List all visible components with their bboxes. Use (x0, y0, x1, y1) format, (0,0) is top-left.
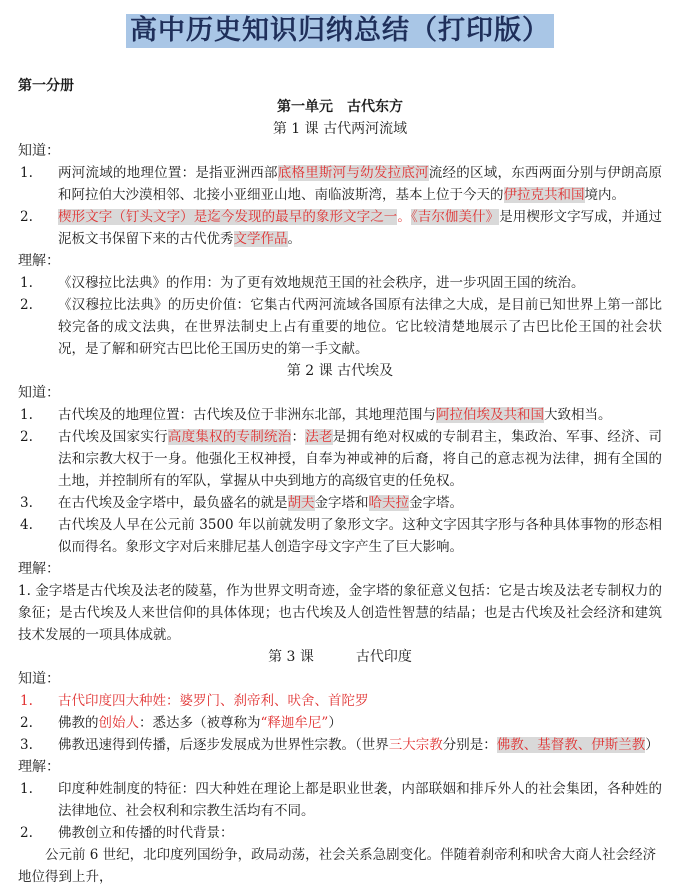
list-item (18, 426, 662, 492)
item-text: 。 (287, 231, 301, 247)
item-text: 佛教的 (58, 715, 99, 731)
part-heading: 第一分册 (18, 78, 74, 94)
item-text: ） (328, 715, 342, 731)
list-item (18, 822, 662, 844)
item-number: 1. (20, 165, 33, 181)
lesson-3-title: 第 3 课 古代印度 (268, 649, 412, 665)
item-text: 是用楔形文字写成，并通过泥板文书保留下来的古代优秀 (58, 209, 663, 247)
lesson-1-understand-label: 理解： (18, 253, 60, 269)
item-text: 在古代埃及金字塔中，最负盛名的就是 (58, 495, 288, 511)
list-item (18, 514, 662, 558)
list-item (18, 404, 662, 426)
list-item (18, 690, 662, 712)
item-number: 2. (20, 429, 33, 445)
item-number: 1. (20, 275, 33, 291)
item-number: 2. (20, 825, 33, 841)
item-text: 金字塔。 (409, 495, 463, 511)
item-text: 佛教创立和传播的时代背景： (58, 825, 234, 841)
item-number: 2. (20, 209, 33, 225)
item-number: 2. (20, 715, 33, 731)
red-text: 古代印度四大种姓：婆罗门、刹帝利、吠舍、首陀罗 (58, 693, 369, 709)
lesson-3-know-label: 知道： (18, 671, 60, 687)
lesson-1-know-label: 知道： (18, 143, 60, 159)
item-text: ：悉达多（被尊称为 (139, 715, 261, 731)
lesson-2-know-label: 知道： (18, 385, 60, 401)
item-text: 境内。 (584, 187, 625, 203)
highlight: 法老 (305, 429, 333, 445)
item-text: 印度种姓制度的特征：四大种姓在理论上都是职业世袭，内部联姻和排斥外人的社会集团，各种姓的法律地位、社会权利和宗教生活均有不同。 (58, 781, 662, 819)
item-text: 金字塔和 (314, 495, 369, 511)
list-item (18, 778, 662, 822)
item-number: 1. (20, 693, 33, 709)
item-number: 2. (20, 297, 33, 313)
list-item (18, 294, 662, 360)
highlight: 阿拉伯埃及共和国 (436, 407, 544, 423)
highlight: 伊拉克共和国 (503, 187, 585, 203)
page-title: 高中历史知识归纳总结（打印版） (126, 14, 554, 48)
list-item (18, 492, 662, 514)
red-text: 三大宗教 (388, 737, 443, 753)
item-text: 《汉穆拉比法典》的历史价值：它集古代两河流域各国原有法律之大成，是目前已知世界上第一部比较完备的成文法典，在世界法制史上占有重要的地位。它比较清楚地展示了古巴比伦王国的社会状况，是了解和研究古巴比伦王国历史的第一手文献。 (58, 297, 662, 357)
item-text: 大致相当。 (544, 407, 612, 423)
unit-heading: 第一单元 古代东方 (277, 99, 403, 115)
item-text: ） (645, 737, 659, 753)
lesson-3-understand-label: 理解： (18, 759, 60, 775)
item-number: 3. (20, 737, 33, 753)
highlight: 《吉尔伽美什》 (410, 209, 500, 225)
highlight: 高度集权的专制统治 (167, 429, 292, 445)
list-item (18, 162, 662, 206)
item-text: 古代埃及的地理位置：古代埃及位于非洲东北部，其地理范围与 (58, 407, 436, 423)
highlight: 胡夫 (287, 495, 315, 511)
item-number: 1. (20, 407, 33, 423)
red-text: 创始人 (98, 715, 139, 731)
item-text: 流经的区域，东西两面分别与伊朗高原和阿拉伯大沙漠相邻、北接小亚细亚山地、南临波斯湾，基本上位于今天的 (58, 165, 663, 203)
highlight: 底格里斯河与幼发拉底河 (277, 165, 429, 181)
item-text: 古代埃及国家实行 (58, 429, 168, 445)
list-item (18, 206, 662, 250)
paragraph: 1. 金字塔是古代埃及法老的陵墓，作为世界文明奇迹，金字塔的象征意义包括：它是古埃及法老专制权力的象征；是古代埃及人来世信仰的具体体现；也古代埃及人创造性智慧的结晶；也是古代埃及社会经济和建筑技术发展的一项具体成就。 (18, 583, 662, 643)
list-item (18, 734, 662, 756)
highlight: 文学作品 (233, 231, 288, 247)
lesson-2-understand-label: 理解： (18, 561, 60, 577)
red-text: 。 (397, 209, 411, 225)
item-text: 是拥有绝对权威的专制君主，集政治、军事、经济、司法和宗教大权于一身。他强化王权神授，自奉为神或神的后裔，将自己的意志视为法律，拥有全国的土地，并控制所有的军队，掌握从中央到地方的高级官吏的任免权。 (58, 429, 663, 489)
list-item (18, 712, 662, 734)
item-text: 分别是： (442, 737, 497, 753)
item-text: 《汉穆拉比法典》的作用：为了更有效地规范王国的社会秩序，进一步巩固王国的统治。 (58, 275, 585, 291)
item-number: 3. (20, 495, 33, 511)
highlight: 佛教、基督教、伊斯兰教 (496, 737, 646, 753)
lesson-2-title: 第 2 课 古代埃及 (286, 363, 394, 379)
highlight: 哈夫拉 (368, 495, 409, 511)
item-text: 古代埃及人早在公元前 3500 年以前就发明了象形文字。这种文字因其字形与各种具体事物的形态相似而得名。象形文字对后来腓尼基人创造字母文字产生了巨大影响。 (58, 517, 662, 555)
paragraph: 公元前 6 世纪，北印度列国纷争，政局动荡，社会关系急剧变化。伴随着刹帝利和吠舍大商人社会经济地位得到上升， (18, 847, 657, 885)
item-text: 两河流域的地理位置：是指亚洲西部 (58, 165, 278, 181)
red-text: “释迦牟尼” (260, 715, 329, 731)
lesson-1-title: 第 1 课 古代两河流域 (272, 121, 408, 137)
item-number: 1. (20, 781, 33, 797)
list-item (18, 272, 662, 294)
highlight: 楔形文字（钉头文字）是迄今发现的最早的象形文字之一 (58, 209, 398, 225)
item-text: 佛教迅速得到传播，后逐步发展成为世界性宗教。（世界 (58, 737, 389, 753)
item-text: ： (291, 429, 306, 445)
item-number: 4. (20, 517, 33, 533)
title-area (18, 0, 662, 52)
